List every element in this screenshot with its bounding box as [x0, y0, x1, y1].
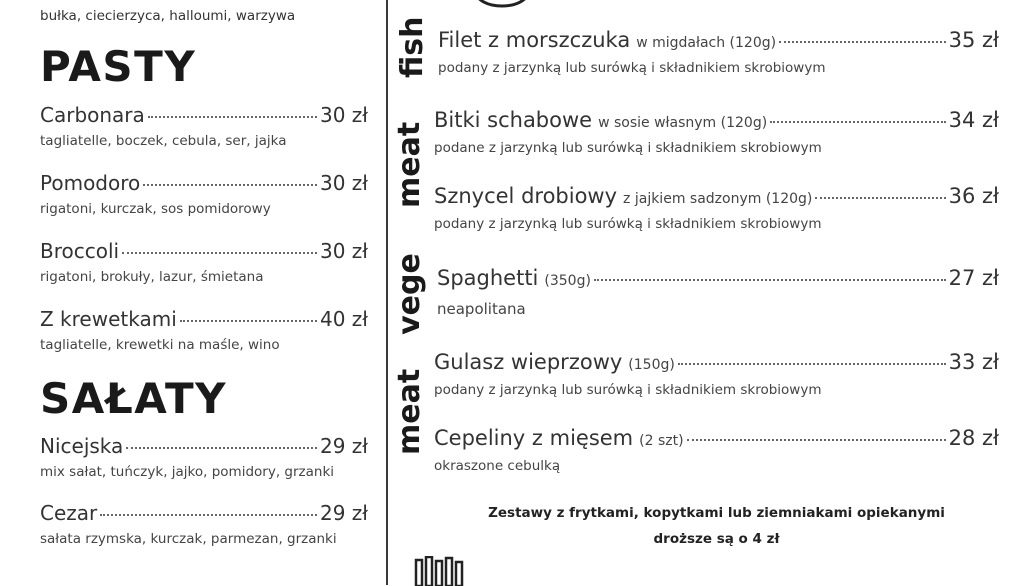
menu-item-broccoli — [40, 239, 368, 285]
item-description: mix sałat, tuńczyk, jajko, pomidory, grzanki — [40, 464, 335, 480]
item-price: 35 zł — [948, 28, 999, 52]
category-label-fish: fish — [395, 16, 430, 78]
item-detail: (350g) — [544, 273, 591, 289]
item-price: 28 zł — [948, 426, 999, 450]
item-description: podany z jarzynką lub surówką i składnikiem skrobiowym — [438, 60, 826, 76]
dot-leader — [687, 439, 946, 441]
item-description: podany z jarzynką lub surówką i składnikiem skrobiowym — [434, 382, 822, 398]
item-price: 29 zł — [320, 501, 368, 525]
item-price: 30 zł — [320, 239, 368, 263]
item-description: podany z jarzynką lub surówką i składnikiem skrobiowym — [434, 216, 822, 232]
item-name: Sznycel drobiowy — [434, 184, 618, 208]
menu-item-cepeliny-z-miesem — [434, 426, 999, 474]
previous-item-description: bułka, ciecierzyca, halloumi, warzywa — [40, 8, 296, 24]
dot-leader — [770, 121, 945, 123]
dot-leader — [678, 363, 946, 365]
column-divider — [386, 0, 388, 585]
item-name: Filet z morszczuka — [438, 28, 631, 52]
item-name: Cepeliny z mięsem — [434, 426, 634, 450]
category-label-meat-2: meat — [392, 368, 427, 455]
sides-note-line-2: droższe są o 4 zł — [653, 531, 780, 547]
item-description: tagliatelle, krewetki na maśle, wino — [40, 337, 280, 353]
sides-note-line-1: Zestawy z frytkami, kopytkami lub ziemniakami opiekanymi — [488, 505, 945, 521]
item-price: 27 zł — [948, 266, 999, 290]
item-price: 40 zł — [320, 307, 368, 331]
item-price: 29 zł — [320, 434, 368, 458]
item-price: 30 zł — [320, 103, 368, 127]
dot-leader — [180, 320, 317, 322]
item-description: sałata rzymska, kurczak, parmezan, grzanki — [40, 531, 337, 547]
item-name: Broccoli — [40, 239, 120, 263]
dot-leader — [126, 447, 317, 449]
menu-item-nicejska — [40, 434, 368, 480]
item-name: Gulasz wieprzowy — [434, 350, 623, 374]
menu-item-pomodoro — [40, 171, 368, 217]
menu-item-gulasz-wieprzowy — [434, 350, 999, 398]
item-name: Bitki schabowe — [434, 108, 593, 132]
dot-leader — [594, 279, 946, 281]
item-name: Z krewetkami — [40, 307, 177, 331]
dot-leader — [779, 41, 946, 43]
item-name: Pomodoro — [40, 171, 141, 195]
item-detail: z jajkiem sadzonym (120g) — [623, 191, 813, 207]
item-name: Spaghetti — [437, 266, 539, 290]
item-description: rigatoni, kurczak, sos pomidorowy — [40, 201, 271, 217]
item-detail: w sosie własnym (120g) — [598, 115, 768, 131]
category-label-meat: meat — [392, 121, 427, 208]
menu-item-filet-z-morszczuka — [438, 28, 999, 76]
menu-item-spaghetti — [437, 266, 999, 318]
dot-leader — [122, 252, 317, 254]
menu-item-z-krewetkami — [40, 307, 368, 353]
category-label-vege: vege — [392, 253, 427, 335]
item-name: Cezar — [40, 501, 98, 525]
dish-icon — [472, 0, 532, 16]
dot-leader — [100, 514, 317, 516]
menu-item-cezar — [40, 501, 368, 547]
item-description: okraszone cebulką — [434, 458, 561, 474]
item-price: 34 zł — [948, 108, 999, 132]
item-detail: (2 szt) — [639, 433, 684, 449]
menu-item-carbonara — [40, 103, 368, 149]
item-price: 36 zł — [948, 184, 999, 208]
item-detail: (150g) — [628, 357, 675, 373]
fries-icon — [410, 556, 474, 586]
dot-leader — [815, 197, 945, 199]
item-detail: w migdałach (120g) — [636, 35, 777, 51]
item-description: podane z jarzynką lub surówką i składnikiem skrobiowym — [434, 140, 822, 156]
item-description: neapolitana — [437, 300, 526, 318]
dot-leader — [143, 184, 317, 186]
item-price: 30 zł — [320, 171, 368, 195]
salaty-heading: SAŁATY — [40, 374, 228, 423]
item-description: tagliatelle, boczek, cebula, ser, jajka — [40, 133, 287, 149]
item-name: Carbonara — [40, 103, 145, 127]
sides-note — [434, 500, 999, 552]
menu-item-sznycel-drobiowy — [434, 184, 999, 232]
menu-item-bitki-schabowe — [434, 108, 999, 156]
item-name: Nicejska — [40, 434, 124, 458]
item-description: rigatoni, brokuły, lazur, śmietana — [40, 269, 264, 285]
item-price: 33 zł — [948, 350, 999, 374]
pasty-heading: PASTY — [40, 42, 197, 91]
dot-leader — [148, 116, 317, 118]
